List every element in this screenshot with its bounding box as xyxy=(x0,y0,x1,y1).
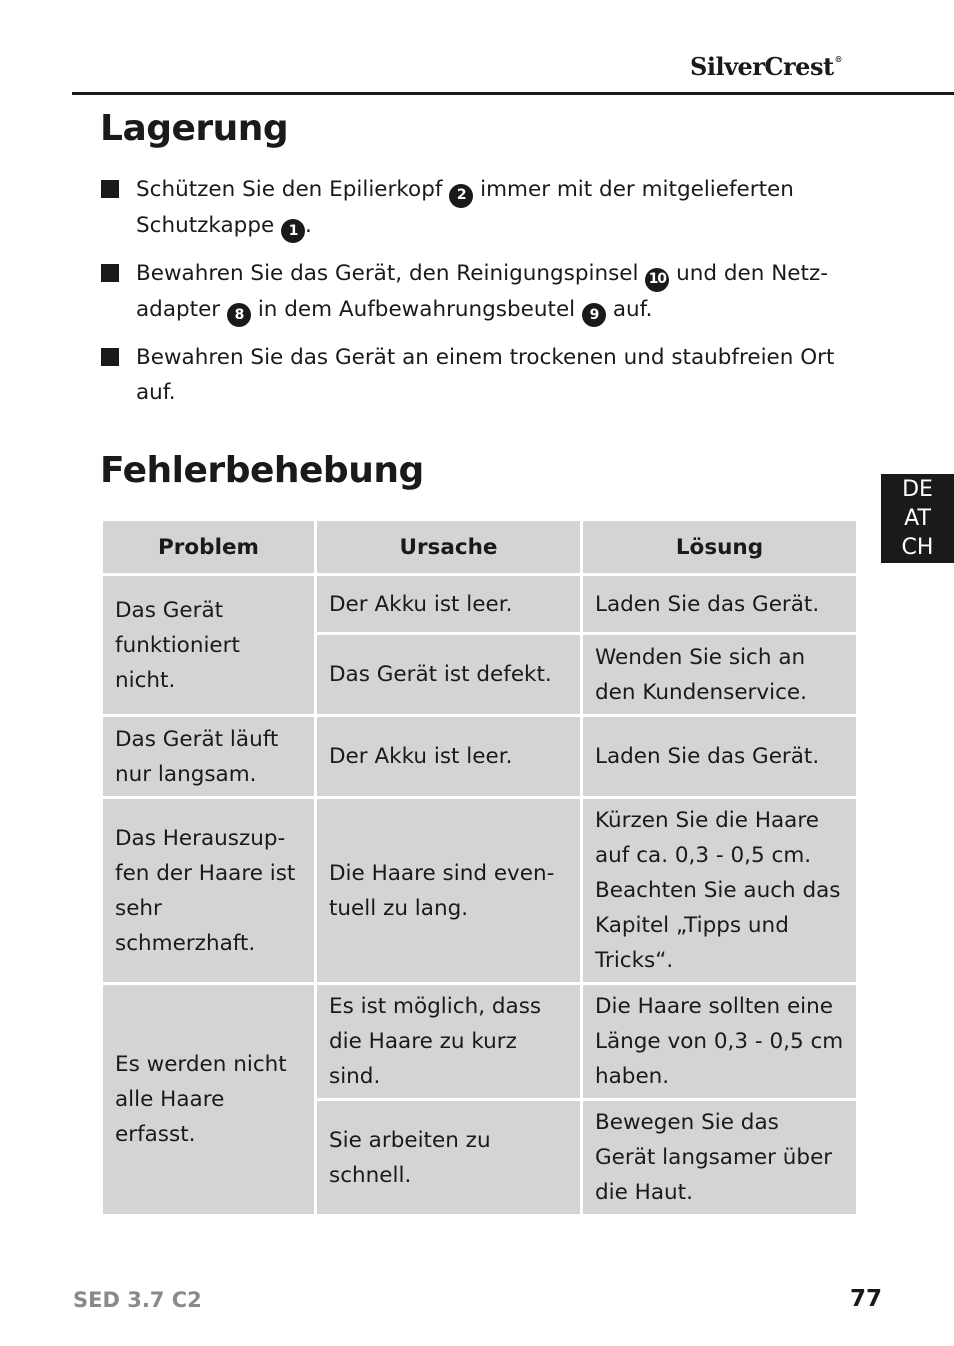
number-2-icon: 2 xyxy=(449,184,473,208)
registered-mark: ® xyxy=(834,54,843,64)
brand-name: SilverCrest xyxy=(690,52,834,81)
table-row xyxy=(102,984,858,1100)
lagerung-list xyxy=(100,172,860,423)
table-row xyxy=(102,798,858,984)
page-number: 77 xyxy=(849,1286,882,1312)
item-text: und den Netz-adapter xyxy=(136,261,829,322)
list-item xyxy=(100,172,860,243)
table-header-row xyxy=(102,520,858,575)
model-number: SED 3.7 C2 xyxy=(73,1288,202,1312)
section-title-fehlerbehebung: Fehlerbehebung xyxy=(100,450,424,491)
cause-cell: Der Akku ist leer. xyxy=(316,716,582,798)
cause-cell: Es ist möglich, dass die Haare zu kurz sind. xyxy=(316,984,582,1100)
problem-cell: Das Gerät läuft nur langsam. xyxy=(102,716,316,798)
cause-cell: Sie arbeiten zu schnell. xyxy=(316,1100,582,1216)
problem-cell: Das Herauszup-fen der Haare ist sehr schmerzhaft. xyxy=(102,798,316,984)
item-text: Bewahren Sie das Gerät an einem trockenen und staubfreien Ort auf. xyxy=(136,345,835,405)
table-row xyxy=(102,575,858,634)
header-rule xyxy=(72,92,954,95)
column-header-cause: Ursache xyxy=(316,520,582,575)
list-item xyxy=(100,340,860,410)
language-code: CH xyxy=(901,535,934,560)
square-bullet-icon xyxy=(101,180,119,198)
solution-cell: Die Haare sollten eine Länge von 0,3 - 0,5 cm haben. xyxy=(582,984,858,1100)
language-tab xyxy=(881,474,954,563)
section-title-lagerung: Lagerung xyxy=(100,108,289,149)
list-item xyxy=(100,256,860,327)
item-text: in dem Aufbewahrungsbeutel xyxy=(250,296,582,322)
solution-cell: Kürzen Sie die Haare auf ca. 0,3 - 0,5 cm. Beachten Sie auch das Kapitel „Tipps und Tricks“. xyxy=(582,798,858,984)
brand-logo xyxy=(690,52,842,81)
solution-cell: Wenden Sie sich an den Kundenservice. xyxy=(582,634,858,716)
item-text: immer mit der mitgelieferten Schutzkappe xyxy=(136,177,794,238)
troubleshooting-table xyxy=(100,518,859,1217)
table-row xyxy=(102,716,858,798)
cause-cell: Das Gerät ist defekt. xyxy=(316,634,582,716)
number-8-icon: 8 xyxy=(227,303,251,327)
language-code: AT xyxy=(904,506,931,531)
language-code: DE xyxy=(902,477,933,502)
number-9-icon: 9 xyxy=(582,303,606,327)
item-text: Bewahren Sie das Gerät, den Reinigungspinsel xyxy=(136,261,646,286)
solution-cell: Laden Sie das Gerät. xyxy=(582,716,858,798)
square-bullet-icon xyxy=(101,348,119,366)
number-1-icon: 1 xyxy=(281,219,305,243)
problem-cell: Es werden nicht alle Haare erfasst. xyxy=(102,984,316,1216)
cause-cell: Die Haare sind even-tuell zu lang. xyxy=(316,798,582,984)
item-text: . xyxy=(305,212,312,238)
cause-cell: Der Akku ist leer. xyxy=(316,575,582,634)
number-10-icon: 10 xyxy=(645,268,669,292)
item-text: Schützen Sie den Epilierkopf xyxy=(136,177,450,202)
column-header-problem: Problem xyxy=(102,520,316,575)
solution-cell: Bewegen Sie das Gerät langsamer über die Haut. xyxy=(582,1100,858,1216)
square-bullet-icon xyxy=(101,264,119,282)
problem-cell: Das Gerät funktioniert nicht. xyxy=(102,575,316,716)
column-header-solution: Lösung xyxy=(582,520,858,575)
solution-cell: Laden Sie das Gerät. xyxy=(582,575,858,634)
item-text: auf. xyxy=(605,296,653,322)
